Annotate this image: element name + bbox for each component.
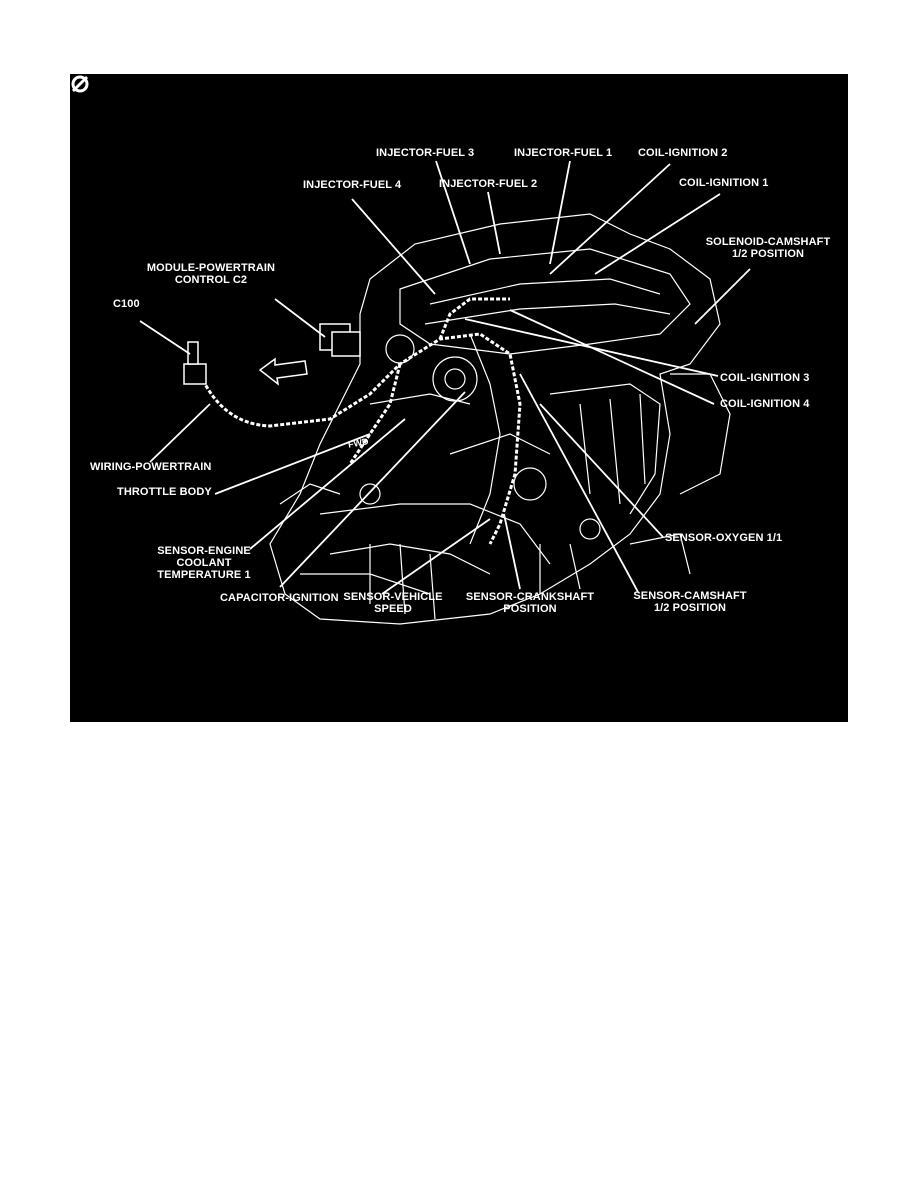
- fwd-marker: FWD: [347, 436, 370, 450]
- label-c100: C100: [113, 298, 140, 310]
- figure-id: 817cca8: [880, 734, 907, 741]
- label-sensor-engine-coolant: SENSOR-ENGINE COOLANT TEMPERATURE 1: [157, 545, 251, 581]
- label-wiring-powertrain: WIRING-POWERTRAIN: [90, 461, 212, 473]
- c100-connector-shape: [184, 342, 206, 384]
- label-solenoid-camshaft: SOLENOID-CAMSHAFT 1/2 POSITION: [705, 236, 831, 260]
- label-capacitor-ignition: CAPACITOR-IGNITION: [220, 592, 339, 604]
- label-injector-fuel-3: INJECTOR-FUEL 3: [376, 147, 475, 159]
- label-throttle-body: THROTTLE BODY: [117, 486, 212, 498]
- pcm-connector-shape: [320, 324, 360, 356]
- engine-diagram-figure: [70, 74, 907, 778]
- label-injector-fuel-2: INJECTOR-FUEL 2: [439, 178, 538, 190]
- engine-body: [270, 214, 730, 624]
- label-injector-fuel-1: INJECTOR-FUEL 1: [514, 147, 613, 159]
- label-sensor-crankshaft: SENSOR-CRANKSHAFT POSITION: [465, 591, 595, 615]
- label-coil-ignition-2: COIL-IGNITION 2: [638, 147, 728, 159]
- label-coil-ignition-3: COIL-IGNITION 3: [720, 372, 810, 384]
- label-sensor-oxygen: SENSOR-OXYGEN 1/1: [665, 532, 783, 544]
- label-coil-ignition-4: COIL-IGNITION 4: [720, 398, 810, 410]
- label-sensor-vehicle-speed: SENSOR-VEHICLE SPEED: [343, 591, 443, 615]
- chrysler-pentastar-icon: [70, 74, 90, 94]
- label-module-powertrain-control: MODULE-POWERTRAIN CONTROL C2: [146, 262, 276, 286]
- label-coil-ignition-1: COIL-IGNITION 1: [679, 177, 769, 189]
- figure-caption: ENGINE-LEFT REAR (GAS): [448, 766, 590, 778]
- label-injector-fuel-4: INJECTOR-FUEL 4: [303, 179, 402, 191]
- fwd-arrow-shape: [260, 359, 307, 384]
- label-sensor-camshaft: SENSOR-CAMSHAFT 1/2 POSITION: [633, 590, 747, 614]
